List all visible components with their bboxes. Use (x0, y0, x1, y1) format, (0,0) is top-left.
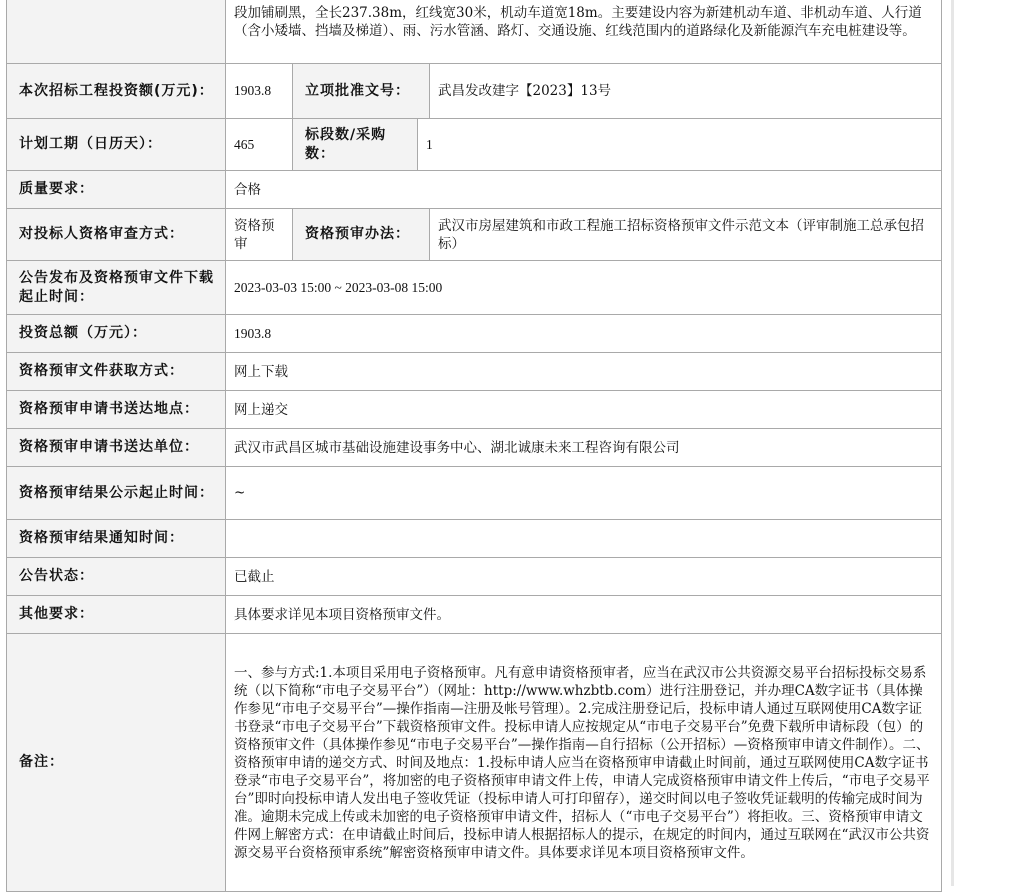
status-value: 已截止 (226, 558, 942, 596)
table-row (7, 261, 942, 315)
duration-value: 465 (226, 119, 293, 171)
sections-label: 标段数/采购数： (293, 119, 418, 171)
other-label: 其他要求： (7, 596, 226, 634)
table-row (7, 171, 942, 209)
table-row (7, 596, 942, 634)
table-row (7, 209, 942, 261)
submit-place-value: 网上递交 (226, 391, 942, 429)
table-row (7, 64, 942, 119)
table-row (7, 315, 942, 353)
review-label: 对投标人资格审查方式： (7, 209, 226, 261)
notify-value (226, 520, 942, 558)
result-period-label: 资格预审结果公示起止时间： (7, 467, 226, 520)
scope-value: 段加铺刷黑，全长237.38m，红线宽30米，机动车道宽18m。主要建设内容为新建机动车道、非机动车道、人行道（含小矮墙、挡墙及梯道）、雨、污水管涵、路灯、交通设施、红线范围内的道路绿化及新能源汽车充电桩建设等。 (226, 0, 942, 64)
total-label: 投资总额（万元）： (7, 315, 226, 353)
other-value: 具体要求详见本项目资格预审文件。 (226, 596, 942, 634)
obtain-label: 资格预审文件获取方式： (7, 353, 226, 391)
table-row (7, 391, 942, 429)
scope-label (7, 0, 226, 64)
submit-unit-value: 武汉市武昌区城市基础设施建设事务中心、湖北诚康未来工程咨询有限公司 (226, 429, 942, 467)
obtain-value: 网上下载 (226, 353, 942, 391)
publish-value: 2023-03-03 15:00 ~ 2023-03-08 15:00 (226, 261, 942, 315)
remark-label: 备注： (7, 634, 226, 892)
table-row (7, 558, 942, 596)
approval-label: 立项批准文号： (293, 64, 430, 119)
tender-notice (6, 0, 941, 892)
submit-unit-label: 资格预审申请书送达单位： (7, 429, 226, 467)
sections-value: 1 (418, 119, 942, 171)
status-label: 公告状态： (7, 558, 226, 596)
result-period-value: ~ (226, 467, 942, 520)
prereview-method-value: 武汉市房屋建筑和市政工程施工招标资格预审文件示范文本（评审制施工总承包招标） (430, 209, 942, 261)
total-value: 1903.8 (226, 315, 942, 353)
table-row (7, 353, 942, 391)
quality-label: 质量要求： (7, 171, 226, 209)
duration-label: 计划工期（日历天）： (7, 119, 226, 171)
table-row (7, 0, 942, 64)
publish-label: 公告发布及资格预审文件下载 起止时间： (7, 261, 226, 315)
table-row (7, 520, 942, 558)
notify-label: 资格预审结果通知时间： (7, 520, 226, 558)
submit-place-label: 资格预审申请书送达地点： (7, 391, 226, 429)
investment-label: 本次招标工程投资额(万元)： (7, 64, 226, 119)
investment-value: 1903.8 (226, 64, 293, 119)
table-row (7, 467, 942, 520)
approval-value: 武昌发改建字【2023】13号 (430, 64, 942, 119)
page-edge-scrollbar[interactable] (951, 0, 954, 886)
prereview-method-label: 资格预审办法： (293, 209, 430, 261)
remark-value: 一、参与方式:1.本项目采用电子资格预审。凡有意申请资格预审者，应当在武汉市公共资源交易平台招标投标交易系统（以下简称“市电子交易平台”）（网址：http://www.whzbtb.com）进行注册登记，并办理CA数字证书（具体操作参见“市电子交易平台”—操作指南—注册及帐号管理）。2.完成注册登记后，投标申请人通过互联网使用CA数字证书登录“市电子交易平台”下载资格预审文件。投标申请人应按规定从“市电子交易平台”免费下载所申请标段（包）的资格预审文件（具体操作参见“市电子交易平台”—操作指南—自行招标（公开招标）—资格预审申请文件制作）。二、资格预审申请的递交方式、时间及地点：1.投标申请人应当在资格预审申请截止时间前，通过互联网使用CA数字证书登录“市电子交易平台”，将加密的电子资格预审申请文件上传，申请人完成资格预审申请文件上传后，“市电子交易平台”即时向投标申请人发出电子签收凭证（投标申请人可打印留存），递交时间以电子签收凭证载明的传输完成时间为准。逾期未完成上传或未加密的电子资格预审申请文件，招标人（“市电子交易平台”）将拒收。三、资格预审申请文件网上解密方式：在申请截止时间后，投标申请人根据招标人的提示，在规定的时间内，通过互联网在“武汉市公共资源交易平台资格预审系统”解密资格预审申请文件。具体要求详见本项目资格预审文件。 (226, 634, 942, 892)
quality-value: 合格 (226, 171, 942, 209)
review-value: 资格预审 (226, 209, 293, 261)
tender-info-table (6, 0, 942, 892)
table-row (7, 429, 942, 467)
table-row (7, 119, 942, 171)
table-row (7, 634, 942, 892)
